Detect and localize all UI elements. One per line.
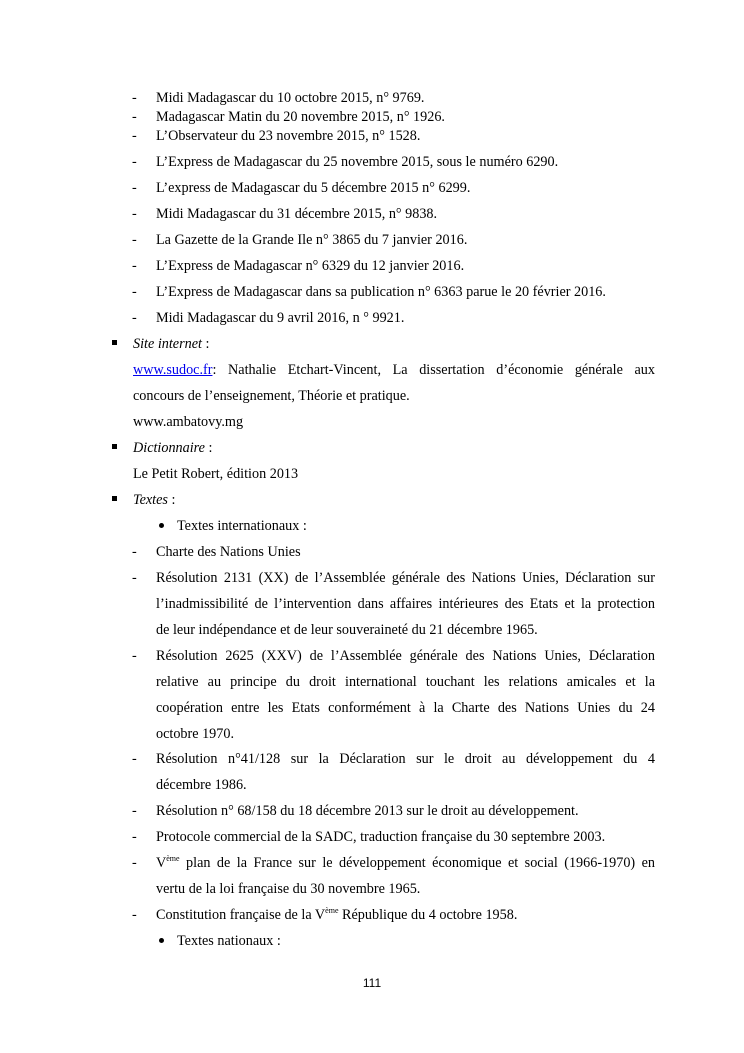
press-item: Midi Madagascar du 31 décembre 2015, n° 9838. <box>156 206 438 222</box>
constitution-post: République du 4 octobre 1958. <box>338 907 518 923</box>
round-bullet-icon <box>159 523 164 528</box>
plan-line1 <box>156 854 655 872</box>
constitution-item <box>156 906 517 924</box>
dictionnaire-heading-text: Dictionnaire <box>133 440 205 456</box>
dash: - <box>132 648 137 664</box>
press-item: L’Express de Madagascar dans sa publication n° 6363 parue le 20 février 2016. <box>156 284 606 300</box>
constitution-pre: Constitution française de la V <box>156 907 326 923</box>
sudoc-link[interactable]: www.sudoc.fr <box>133 362 213 378</box>
dash: - <box>132 128 137 144</box>
press-item: Midi Madagascar du 9 avril 2016, n ° 9921. <box>156 310 405 326</box>
page-number: 111 <box>362 976 382 990</box>
r2625-line2: relative au principe du droit international touchant les relations amicales et la <box>156 674 655 690</box>
r68-item: Résolution n° 68/158 du 18 décembre 2013 sur le droit au développement. <box>156 803 579 819</box>
dash: - <box>132 544 137 560</box>
dash: - <box>132 206 137 222</box>
plan-rest: plan de la France sur le développement économique et social (1966-1970) en <box>179 855 655 871</box>
dictionnaire-heading <box>133 439 212 457</box>
dash: - <box>132 154 137 170</box>
press-item: Madagascar Matin du 20 novembre 2015, n° 1926. <box>156 109 445 125</box>
sadc-item: Protocole commercial de la SADC, traduction française du 30 septembre 2003. <box>156 829 606 845</box>
round-bullet-icon <box>159 938 164 943</box>
r2625-line4: octobre 1970. <box>156 726 235 742</box>
press-item: L’express de Madagascar du 5 décembre 2015 n° 6299. <box>156 180 471 196</box>
dash: - <box>132 109 137 125</box>
r2625-line3: coopération entre les Etats conformément à la Charte des Nations Unies du 24 <box>156 700 655 716</box>
textes-heading-colon: : <box>167 492 176 508</box>
dash: - <box>132 180 137 196</box>
dash: - <box>132 232 137 248</box>
press-item: L’Observateur du 23 novembre 2015, n° 1528. <box>156 128 421 144</box>
plan-line2: vertu de la loi française du 30 novembre 1965. <box>156 881 421 897</box>
dash: - <box>132 310 137 326</box>
square-bullet-icon <box>112 496 117 501</box>
r2131-line2: l’inadmissibilité de l’intervention dans affaires intérieures des Etats et la protection <box>156 596 655 612</box>
site-ref-line2: concours de l’enseignement, Théorie et pratique. <box>133 388 410 404</box>
r41-line2: décembre 1986. <box>156 777 247 793</box>
textes-internationaux-heading: Textes internationaux : <box>177 518 307 534</box>
dash: - <box>132 803 137 819</box>
dash: - <box>132 570 137 586</box>
site-ambatovy: www.ambatovy.mg <box>133 414 244 430</box>
constitution-sup: ème <box>325 906 339 915</box>
dash: - <box>132 284 137 300</box>
square-bullet-icon <box>112 340 117 345</box>
press-item: L’Express de Madagascar n° 6329 du 12 janvier 2016. <box>156 258 465 274</box>
site-ref-text: : Nathalie Etchart-Vincent, La dissertation d’économie générale aux <box>212 362 655 378</box>
r2625-line1: Résolution 2625 (XXV) de l’Assemblée générale des Nations Unies, Déclaration <box>156 648 655 664</box>
textes-nationaux-heading: Textes nationaux : <box>177 933 281 949</box>
plan-sup: ème <box>166 854 180 863</box>
press-item: Midi Madagascar du 10 octobre 2015, n° 9769. <box>156 90 425 106</box>
site-ref-line1 <box>133 361 655 379</box>
r41-line1: Résolution n°41/128 sur la Déclaration sur le droit au développement du 4 <box>156 751 655 767</box>
site-heading-text: Site internet <box>133 336 202 352</box>
press-item: L’Express de Madagascar du 25 novembre 2015, sous le numéro 6290. <box>156 154 559 170</box>
textes-heading-text: Textes <box>133 492 168 508</box>
textes-heading <box>133 491 175 509</box>
dictionnaire-heading-colon: : <box>204 440 213 456</box>
dash: - <box>132 907 137 923</box>
square-bullet-icon <box>112 444 117 449</box>
r2131-line3: de leur indépendance et de leur souveraineté du 21 décembre 1965. <box>156 622 538 638</box>
dash: - <box>132 90 137 106</box>
site-heading <box>133 335 209 353</box>
plan-v: V <box>156 855 167 871</box>
r2131-line1: Résolution 2131 (XX) de l’Assemblée générale des Nations Unies, Déclaration sur <box>156 570 655 586</box>
dash: - <box>132 258 137 274</box>
dash: - <box>132 751 137 767</box>
charte-item: Charte des Nations Unies <box>156 544 301 560</box>
dash: - <box>132 829 137 845</box>
site-heading-colon: : <box>201 336 210 352</box>
dash: - <box>132 855 137 871</box>
press-item: La Gazette de la Grande Ile n° 3865 du 7 janvier 2016. <box>156 232 468 248</box>
dictionnaire-entry: Le Petit Robert, édition 2013 <box>133 466 299 482</box>
